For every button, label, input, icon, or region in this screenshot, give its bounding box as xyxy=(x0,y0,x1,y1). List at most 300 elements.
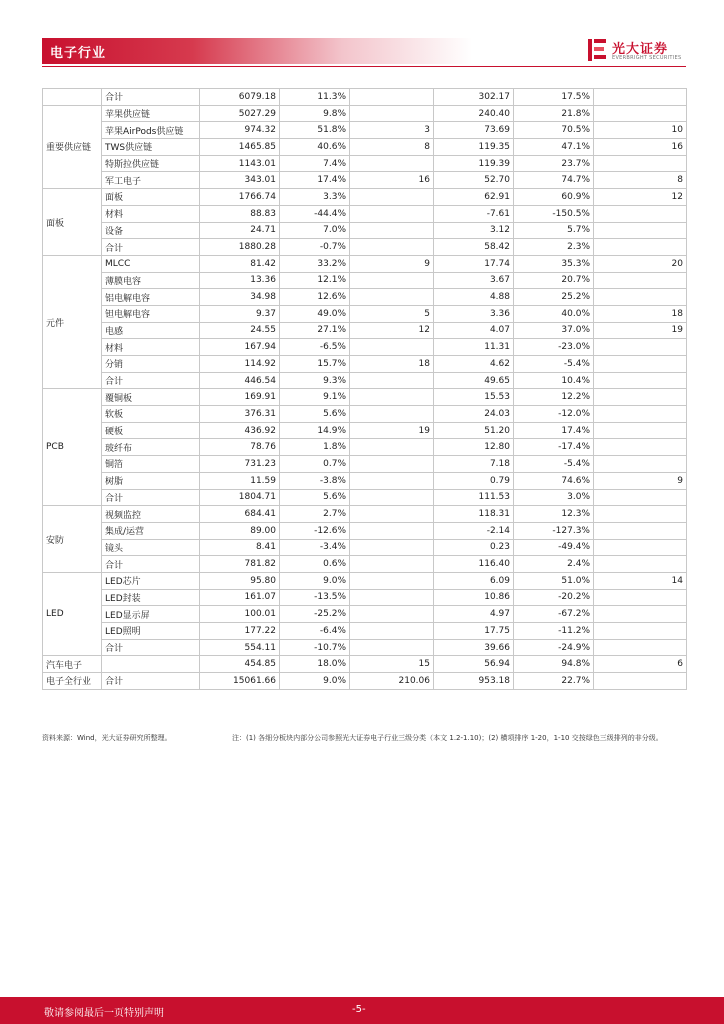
table-row xyxy=(43,189,687,206)
brand-sub: EVERBRIGHT SECURITIES xyxy=(612,55,682,61)
cell-c4: 73.69 xyxy=(434,122,514,139)
subsector-label: 材料 xyxy=(102,205,200,222)
cell-c5: 70.5% xyxy=(514,122,594,139)
cell-c2: 12.6% xyxy=(280,289,350,306)
cell-c6 xyxy=(594,456,687,473)
cell-c3 xyxy=(350,572,434,589)
cell-c2: 3.3% xyxy=(280,189,350,206)
subsector-label: LED显示屏 xyxy=(102,606,200,623)
table-row xyxy=(43,122,687,139)
cell-c4: -7.61 xyxy=(434,205,514,222)
table-row xyxy=(43,339,687,356)
cell-c5: -49.4% xyxy=(514,539,594,556)
cell-c1: 343.01 xyxy=(200,172,280,189)
cell-c2: 7.0% xyxy=(280,222,350,239)
cell-c6 xyxy=(594,339,687,356)
table-row xyxy=(43,222,687,239)
cell-c1: 1880.28 xyxy=(200,239,280,256)
subsector-label: 玻纤布 xyxy=(102,439,200,456)
cell-c3 xyxy=(350,556,434,573)
cell-c5: 21.8% xyxy=(514,105,594,122)
cell-c5: -12.0% xyxy=(514,406,594,423)
subsector-label: 覆铜板 xyxy=(102,389,200,406)
cell-c3 xyxy=(350,472,434,489)
cell-c6 xyxy=(594,673,687,690)
cell-c4: 39.66 xyxy=(434,639,514,656)
table-row xyxy=(43,656,687,673)
cell-c4: 10.86 xyxy=(434,589,514,606)
cell-c4: -2.14 xyxy=(434,522,514,539)
cell-c2: -6.4% xyxy=(280,623,350,640)
cell-c3: 16 xyxy=(350,172,434,189)
source-text: 资料来源：Wind，光大证券研究所整理。 xyxy=(42,734,172,742)
cell-c1: 5027.29 xyxy=(200,105,280,122)
subsector-label: 特斯拉供应链 xyxy=(102,155,200,172)
table-row xyxy=(43,239,687,256)
cell-c5: 47.1% xyxy=(514,139,594,156)
cell-c1: 15061.66 xyxy=(200,673,280,690)
cell-c2: -3.4% xyxy=(280,539,350,556)
cell-c6 xyxy=(594,89,687,106)
cell-c6 xyxy=(594,623,687,640)
subsector-label: TWS供应链 xyxy=(102,139,200,156)
cell-c3 xyxy=(350,589,434,606)
table-row xyxy=(43,389,687,406)
cell-c5: 17.5% xyxy=(514,89,594,106)
cell-c6: 6 xyxy=(594,656,687,673)
cell-c2: 9.0% xyxy=(280,572,350,589)
cell-c1: 974.32 xyxy=(200,122,280,139)
cell-c1: 13.36 xyxy=(200,272,280,289)
cell-c1: 684.41 xyxy=(200,506,280,523)
cell-c1: 9.37 xyxy=(200,305,280,322)
cell-c5: -24.9% xyxy=(514,639,594,656)
cell-c6 xyxy=(594,506,687,523)
cell-c3 xyxy=(350,639,434,656)
section-label: 面板 xyxy=(43,189,102,256)
cell-c1: 95.80 xyxy=(200,572,280,589)
cell-c3 xyxy=(350,189,434,206)
cell-c6 xyxy=(594,606,687,623)
table-row xyxy=(43,422,687,439)
cell-c3 xyxy=(350,522,434,539)
cell-c3 xyxy=(350,606,434,623)
cell-c5: 60.9% xyxy=(514,189,594,206)
cell-c1: 1465.85 xyxy=(200,139,280,156)
cell-c4: 3.67 xyxy=(434,272,514,289)
cell-c5: -5.4% xyxy=(514,456,594,473)
cell-c3: 18 xyxy=(350,356,434,373)
cell-c2: 7.4% xyxy=(280,155,350,172)
cell-c4: 62.91 xyxy=(434,189,514,206)
cell-c5: 25.2% xyxy=(514,289,594,306)
cell-c1: 376.31 xyxy=(200,406,280,423)
cell-c3 xyxy=(350,155,434,172)
cell-c4: 6.09 xyxy=(434,572,514,589)
table-row xyxy=(43,322,687,339)
cell-c1: 161.07 xyxy=(200,589,280,606)
cell-c2: 9.1% xyxy=(280,389,350,406)
table-row xyxy=(43,539,687,556)
cell-c3 xyxy=(350,89,434,106)
cell-c4: 3.36 xyxy=(434,305,514,322)
cell-c4: 4.97 xyxy=(434,606,514,623)
table-row xyxy=(43,439,687,456)
cell-c1: 6079.18 xyxy=(200,89,280,106)
subsector-label: 分销 xyxy=(102,356,200,373)
cell-c3 xyxy=(350,389,434,406)
table-row xyxy=(43,89,687,106)
cell-c2: 1.8% xyxy=(280,439,350,456)
cell-c4: 17.74 xyxy=(434,255,514,272)
subsector-label: 合计 xyxy=(102,239,200,256)
table-row xyxy=(43,139,687,156)
cell-c2: 0.7% xyxy=(280,456,350,473)
cell-c1: 78.76 xyxy=(200,439,280,456)
cell-c5: 74.6% xyxy=(514,472,594,489)
cell-c3 xyxy=(350,239,434,256)
subsector-label: LED芯片 xyxy=(102,572,200,589)
cell-c6 xyxy=(594,522,687,539)
cell-c2: 5.6% xyxy=(280,406,350,423)
cell-c1: 24.55 xyxy=(200,322,280,339)
section-label xyxy=(43,89,102,106)
cell-c5: 17.4% xyxy=(514,422,594,439)
section-label: 电子全行业 xyxy=(43,673,102,690)
cell-c5: 5.7% xyxy=(514,222,594,239)
cell-c1: 446.54 xyxy=(200,372,280,389)
table-row xyxy=(43,506,687,523)
cell-c1: 167.94 xyxy=(200,339,280,356)
cell-c5: 3.0% xyxy=(514,489,594,506)
cell-c3: 19 xyxy=(350,422,434,439)
cell-c4: 49.65 xyxy=(434,372,514,389)
cell-c5: 37.0% xyxy=(514,322,594,339)
subsector-label: 军工电子 xyxy=(102,172,200,189)
cell-c4: 953.18 xyxy=(434,673,514,690)
cell-c1: 24.71 xyxy=(200,222,280,239)
table-row xyxy=(43,105,687,122)
cell-c4: 302.17 xyxy=(434,89,514,106)
section-label: 汽车电子 xyxy=(43,656,102,673)
cell-c2: 14.9% xyxy=(280,422,350,439)
subsector-label: 苹果AirPods供应链 xyxy=(102,122,200,139)
cell-c2: 9.8% xyxy=(280,105,350,122)
cell-c6: 20 xyxy=(594,255,687,272)
cell-c3: 9 xyxy=(350,255,434,272)
subsector-label: 合计 xyxy=(102,372,200,389)
cell-c6 xyxy=(594,105,687,122)
cell-c3 xyxy=(350,222,434,239)
cell-c3 xyxy=(350,205,434,222)
cell-c6 xyxy=(594,222,687,239)
cell-c4: 116.40 xyxy=(434,556,514,573)
cell-c2: -13.5% xyxy=(280,589,350,606)
cell-c1: 1804.71 xyxy=(200,489,280,506)
cell-c5: -5.4% xyxy=(514,356,594,373)
cell-c3 xyxy=(350,289,434,306)
subsector-label: 软板 xyxy=(102,406,200,423)
cell-c6 xyxy=(594,272,687,289)
cell-c6 xyxy=(594,556,687,573)
cell-c1: 88.83 xyxy=(200,205,280,222)
cell-c4: 7.18 xyxy=(434,456,514,473)
cell-c2: 17.4% xyxy=(280,172,350,189)
cell-c2: -6.5% xyxy=(280,339,350,356)
table-row xyxy=(43,305,687,322)
cell-c3 xyxy=(350,456,434,473)
cell-c2: 51.8% xyxy=(280,122,350,139)
cell-c1: 436.92 xyxy=(200,422,280,439)
cell-c3: 12 xyxy=(350,322,434,339)
cell-c3: 210.06 xyxy=(350,673,434,690)
cell-c2: 0.6% xyxy=(280,556,350,573)
cell-c4: 52.70 xyxy=(434,172,514,189)
cell-c4: 4.62 xyxy=(434,356,514,373)
cell-c4: 56.94 xyxy=(434,656,514,673)
cell-c4: 17.75 xyxy=(434,623,514,640)
cell-c6: 18 xyxy=(594,305,687,322)
cell-c2: -3.8% xyxy=(280,472,350,489)
cell-c6 xyxy=(594,289,687,306)
cell-c2: 9.0% xyxy=(280,673,350,690)
cell-c3 xyxy=(350,489,434,506)
cell-c6: 9 xyxy=(594,472,687,489)
subsector-label: 集成/运营 xyxy=(102,522,200,539)
header-divider xyxy=(42,66,686,67)
cell-c6 xyxy=(594,489,687,506)
table-row xyxy=(43,372,687,389)
table-row xyxy=(43,255,687,272)
cell-c4: 118.31 xyxy=(434,506,514,523)
cell-c5: 22.7% xyxy=(514,673,594,690)
cell-c3 xyxy=(350,406,434,423)
cell-c5: 2.3% xyxy=(514,239,594,256)
section-label: 元件 xyxy=(43,255,102,389)
table-row xyxy=(43,456,687,473)
cell-c5: -127.3% xyxy=(514,522,594,539)
subsector-label: 苹果供应链 xyxy=(102,105,200,122)
cell-c1: 34.98 xyxy=(200,289,280,306)
table-row xyxy=(43,623,687,640)
cell-c6: 14 xyxy=(594,572,687,589)
cell-c5: 12.3% xyxy=(514,506,594,523)
table-row xyxy=(43,356,687,373)
cell-c5: -17.4% xyxy=(514,439,594,456)
cell-c6 xyxy=(594,155,687,172)
cell-c4: 11.31 xyxy=(434,339,514,356)
cell-c5: 23.7% xyxy=(514,155,594,172)
cell-c3: 3 xyxy=(350,122,434,139)
cell-c3 xyxy=(350,539,434,556)
subsector-label: 面板 xyxy=(102,189,200,206)
table-row xyxy=(43,556,687,573)
cell-c2: 40.6% xyxy=(280,139,350,156)
subsector-label: 铝电解电容 xyxy=(102,289,200,306)
cell-c1: 781.82 xyxy=(200,556,280,573)
subsector-label: 电感 xyxy=(102,322,200,339)
cell-c5: 35.3% xyxy=(514,255,594,272)
cell-c4: 3.12 xyxy=(434,222,514,239)
note-text: 注：(1) 各细分板块内部分公司参照光大证券电子行业三级分类（本文 1.2-1.10)；(2) 横项排序 1-20，1-10 交按绿色三级排列的非分级。 xyxy=(232,734,663,742)
cell-c6 xyxy=(594,406,687,423)
cell-c1: 1766.74 xyxy=(200,189,280,206)
section-label: 重要供应链 xyxy=(43,105,102,188)
section-label: 安防 xyxy=(43,506,102,573)
cell-c2: 5.6% xyxy=(280,489,350,506)
table-row xyxy=(43,289,687,306)
cell-c4: 4.88 xyxy=(434,289,514,306)
cell-c3: 15 xyxy=(350,656,434,673)
cell-c4: 0.23 xyxy=(434,539,514,556)
subsector-label: MLCC xyxy=(102,255,200,272)
cell-c2: 15.7% xyxy=(280,356,350,373)
cell-c6 xyxy=(594,372,687,389)
cell-c3 xyxy=(350,623,434,640)
cell-c1: 11.59 xyxy=(200,472,280,489)
cell-c2: 27.1% xyxy=(280,322,350,339)
subsector-label: 视频监控 xyxy=(102,506,200,523)
cell-c6: 19 xyxy=(594,322,687,339)
subsector-label: 设备 xyxy=(102,222,200,239)
cell-c4: 15.53 xyxy=(434,389,514,406)
cell-c2: 12.1% xyxy=(280,272,350,289)
subsector-label: 合计 xyxy=(102,639,200,656)
table-row xyxy=(43,406,687,423)
table-row xyxy=(43,172,687,189)
cell-c5: -67.2% xyxy=(514,606,594,623)
cell-c2: -25.2% xyxy=(280,606,350,623)
subsector-label: 合计 xyxy=(102,673,200,690)
cell-c5: -23.0% xyxy=(514,339,594,356)
industry-data-table xyxy=(42,88,687,690)
cell-c4: 240.40 xyxy=(434,105,514,122)
cell-c5: -150.5% xyxy=(514,205,594,222)
cell-c1: 81.42 xyxy=(200,255,280,272)
cell-c4: 51.20 xyxy=(434,422,514,439)
cell-c1: 89.00 xyxy=(200,522,280,539)
subsector-label: 钽电解电容 xyxy=(102,305,200,322)
cell-c3 xyxy=(350,439,434,456)
brand-name: 光大证券 xyxy=(612,42,669,57)
cell-c6: 12 xyxy=(594,189,687,206)
cell-c6: 8 xyxy=(594,172,687,189)
cell-c4: 0.79 xyxy=(434,472,514,489)
table-row xyxy=(43,673,687,690)
cell-c1: 1143.01 xyxy=(200,155,280,172)
cell-c4: 24.03 xyxy=(434,406,514,423)
cell-c6: 10 xyxy=(594,122,687,139)
table-row xyxy=(43,522,687,539)
cell-c5: 51.0% xyxy=(514,572,594,589)
cell-c1: 100.01 xyxy=(200,606,280,623)
cell-c4: 58.42 xyxy=(434,239,514,256)
cell-c5: 20.7% xyxy=(514,272,594,289)
cell-c2: -12.6% xyxy=(280,522,350,539)
cell-c3 xyxy=(350,105,434,122)
cell-c2: 2.7% xyxy=(280,506,350,523)
subsector-label: 合计 xyxy=(102,556,200,573)
table-row xyxy=(43,639,687,656)
cell-c2: 33.2% xyxy=(280,255,350,272)
cell-c6 xyxy=(594,439,687,456)
cell-c6: 16 xyxy=(594,139,687,156)
cell-c2: -0.7% xyxy=(280,239,350,256)
cell-c2: 49.0% xyxy=(280,305,350,322)
footer-disclaimer: 敬请参阅最后一页特别声明 xyxy=(44,1008,164,1019)
cell-c4: 4.07 xyxy=(434,322,514,339)
subsector-label xyxy=(102,656,200,673)
cell-c1: 177.22 xyxy=(200,623,280,640)
cell-c1: 169.91 xyxy=(200,389,280,406)
table-row xyxy=(43,155,687,172)
cell-c1: 554.11 xyxy=(200,639,280,656)
subsector-label: 薄膜电容 xyxy=(102,272,200,289)
subsector-label: 合计 xyxy=(102,89,200,106)
cell-c2: 9.3% xyxy=(280,372,350,389)
source-note xyxy=(42,732,686,745)
cell-c4: 119.35 xyxy=(434,139,514,156)
table-row xyxy=(43,589,687,606)
cell-c3: 5 xyxy=(350,305,434,322)
cell-c6 xyxy=(594,389,687,406)
cell-c2: -44.4% xyxy=(280,205,350,222)
cell-c6 xyxy=(594,422,687,439)
cell-c5: 12.2% xyxy=(514,389,594,406)
table-row xyxy=(43,472,687,489)
cell-c6 xyxy=(594,589,687,606)
cell-c6 xyxy=(594,539,687,556)
cell-c4: 111.53 xyxy=(434,489,514,506)
subsector-label: 材料 xyxy=(102,339,200,356)
cell-c2: -10.7% xyxy=(280,639,350,656)
cell-c1: 114.92 xyxy=(200,356,280,373)
cell-c5: 74.7% xyxy=(514,172,594,189)
page-number: -5- xyxy=(352,1004,366,1015)
cell-c5: 94.8% xyxy=(514,656,594,673)
cell-c1: 8.41 xyxy=(200,539,280,556)
cell-c4: 12.80 xyxy=(434,439,514,456)
table-row xyxy=(43,572,687,589)
cell-c2: 11.3% xyxy=(280,89,350,106)
cell-c4: 119.39 xyxy=(434,155,514,172)
cell-c6 xyxy=(594,205,687,222)
cell-c2: 18.0% xyxy=(280,656,350,673)
subsector-label: 树脂 xyxy=(102,472,200,489)
subsector-label: 镜头 xyxy=(102,539,200,556)
table-row xyxy=(43,606,687,623)
section-label: LED xyxy=(43,572,102,655)
section-label: PCB xyxy=(43,389,102,506)
subsector-label: 硬板 xyxy=(102,422,200,439)
cell-c5: 40.0% xyxy=(514,305,594,322)
table-row xyxy=(43,272,687,289)
cell-c5: -20.2% xyxy=(514,589,594,606)
subsector-label: 合计 xyxy=(102,489,200,506)
subsector-label: LED封装 xyxy=(102,589,200,606)
section-title: 电子行业 xyxy=(50,46,107,61)
subsector-label: LED照明 xyxy=(102,623,200,640)
table-row xyxy=(43,205,687,222)
cell-c1: 454.85 xyxy=(200,656,280,673)
cell-c5: 2.4% xyxy=(514,556,594,573)
cell-c3 xyxy=(350,506,434,523)
cell-c3 xyxy=(350,372,434,389)
cell-c6 xyxy=(594,639,687,656)
cell-c1: 731.23 xyxy=(200,456,280,473)
table-row xyxy=(43,489,687,506)
cell-c6 xyxy=(594,239,687,256)
